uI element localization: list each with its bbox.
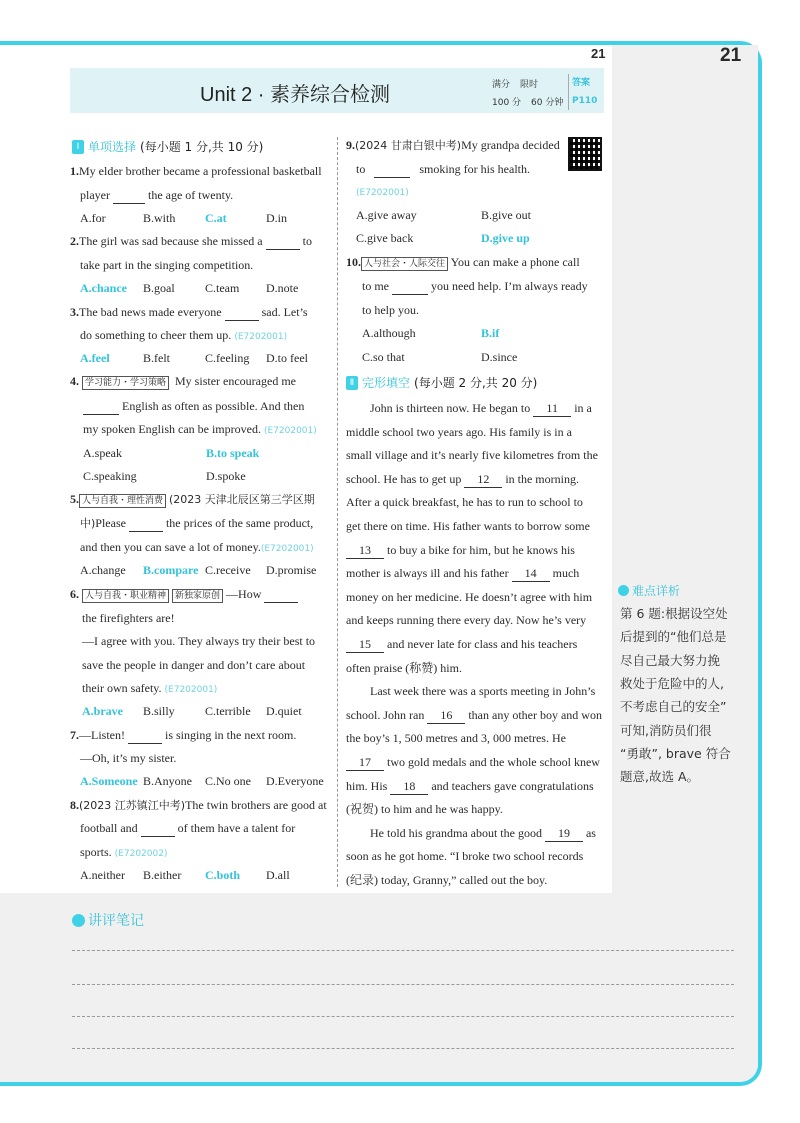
q6-option-a: A.brave	[82, 704, 123, 718]
side-note-title-text: 难点详析	[632, 584, 681, 598]
cloze-text: school. He has to get up	[346, 471, 465, 486]
score-label: 满分	[492, 79, 511, 90]
side-note-line: 不考虑自己的安全”	[620, 699, 727, 715]
cloze-text: and never late for class and his teachers	[384, 637, 578, 651]
q3-option-c: C.feeling	[205, 351, 250, 365]
q6-badge: 人与自我・职业精神	[82, 589, 169, 603]
q9-option-a: A.give away	[356, 208, 417, 222]
q6-text5: their own safety.	[82, 681, 162, 695]
side-note-line: 后提到的“他们总是	[620, 629, 727, 645]
q5-option-b: B.compare	[143, 563, 199, 577]
q9-code: (E7202001)	[356, 188, 409, 198]
q10-option-c: C.so that	[362, 350, 405, 364]
q2-line2: take part in the singing competition.	[80, 258, 254, 272]
cloze-text: middle school two years ago. His family is in a	[346, 424, 572, 439]
cloze-text: (纪录) today, Granny,” called out the boy.	[346, 873, 548, 887]
cloze-line	[346, 471, 579, 488]
side-note-line: 第 6 题:根据设空处	[620, 606, 728, 621]
cloze-line	[346, 636, 577, 653]
section-2-note: (每小题 2 分,共 20 分)	[414, 376, 538, 390]
answer-ref[interactable]	[568, 74, 597, 110]
q3-text2: do something to cheer them up.	[80, 328, 232, 342]
cloze-text: mother is always ill and his father	[346, 566, 512, 581]
blank	[264, 586, 298, 603]
q4-option-c: C.speaking	[83, 469, 137, 483]
info-icon	[618, 585, 629, 596]
q8-line1	[70, 797, 327, 814]
q9-line3	[356, 183, 409, 201]
q1-line1	[70, 163, 322, 179]
cloze-text: to buy a bike for him, but he knows his	[384, 542, 575, 557]
cloze-text: (祝贺) to him and he was happy.	[346, 802, 503, 817]
q9-number: 9.	[346, 138, 355, 152]
q8-line2	[80, 820, 295, 837]
q4-text1: My sister encouraged me	[175, 374, 296, 388]
cloze-blank[interactable]: 12	[464, 471, 502, 488]
cloze-line	[346, 518, 590, 534]
q6-line1	[70, 586, 298, 603]
q9-source: (2024 甘肃白银中考)	[355, 139, 462, 152]
blank	[113, 187, 145, 204]
q2-number: 2.	[70, 234, 79, 248]
cloze-line	[346, 494, 583, 510]
cloze-text: him. His	[346, 778, 391, 793]
q4-text3: my spoken English can be improved.	[83, 422, 261, 436]
side-note-line: 尽自己最大努力挽	[620, 652, 721, 668]
page-number: 21	[720, 45, 742, 66]
q8-option-c: C.both	[205, 868, 241, 882]
q1-option-d: D.in	[266, 211, 287, 225]
cloze-text: He told his grandma about the good	[370, 825, 545, 840]
qr-code[interactable]	[568, 137, 602, 171]
q4-line1	[70, 373, 296, 390]
cloze-line	[346, 542, 575, 559]
q5-text2a: Please	[95, 516, 126, 530]
q3-code: (E7202001)	[234, 332, 288, 342]
q8-source: (2023 江苏镇江中考)	[79, 799, 186, 812]
side-note-line: “勇敢”, brave 符合	[620, 745, 731, 761]
cloze-blank[interactable]: 15	[346, 636, 384, 653]
q6-line3: —I agree with you. They always try their best to	[82, 634, 316, 648]
q8-text1: The twin brothers are good at	[185, 798, 327, 812]
cloze-text: money on her medicine. He doesn’t agree with him	[346, 589, 593, 604]
cloze-text: and teachers gave congratulations	[428, 778, 594, 793]
q4-badge: 学习能力・学习策略	[82, 376, 169, 390]
cloze-line	[346, 754, 600, 771]
cloze-text: school. John ran	[346, 707, 428, 722]
q8-number: 8.	[70, 798, 79, 812]
section-2-heading	[346, 374, 537, 391]
q6-option-d: D.quiet	[266, 704, 302, 718]
q3-line2	[80, 327, 287, 345]
q10-line1	[346, 254, 580, 271]
q6-option-b: B.silly	[143, 704, 175, 718]
q9-option-b: B.give out	[481, 208, 531, 222]
q1-option-c: C.at	[205, 211, 227, 225]
note-line[interactable]	[72, 984, 734, 985]
q4-line3	[83, 421, 317, 439]
q9-option-d: D.give up	[481, 231, 530, 245]
q10-line3: to help you.	[362, 303, 419, 317]
q2-option-a: A.chance	[80, 281, 127, 295]
q10-option-a: A.although	[362, 326, 416, 340]
blank	[225, 304, 259, 321]
q5-option-c: C.receive	[205, 563, 251, 577]
q5-option-d: D.promise	[266, 563, 317, 577]
cloze-line	[346, 730, 566, 746]
section-1-note: (每小题 1 分,共 10 分)	[140, 140, 264, 154]
cloze-line	[346, 848, 583, 864]
q8-line3	[80, 844, 167, 862]
q3-option-d: D.to feel	[266, 351, 308, 365]
q5-text3: and then you can save a lot of money.	[80, 540, 261, 554]
q9-text2a: to	[356, 162, 366, 176]
cloze-line	[346, 424, 572, 440]
q5-option-a: A.change	[80, 563, 126, 577]
q2-option-c: C.team	[205, 281, 240, 295]
q7-text1a: —Listen!	[79, 728, 125, 742]
q8-option-d: D.all	[266, 868, 290, 882]
page-title: Unit 2 · 素养综合检测	[200, 84, 391, 106]
q5-source2: 中)	[80, 517, 96, 530]
q7-line1	[70, 727, 296, 744]
q10-text1: You can make a phone call	[450, 255, 580, 269]
q3-option-a: A.feel	[80, 351, 110, 365]
q7-option-b: B.Anyone	[143, 774, 192, 788]
q2-option-b: B.goal	[143, 281, 175, 295]
cloze-text: often praise (称赞) him.	[346, 660, 462, 675]
notes-title	[72, 910, 144, 930]
cloze-line	[346, 660, 462, 676]
side-note-line: 救处于危险中的人,	[620, 675, 724, 691]
cloze-text: get there on time. His father wants to borrow some	[346, 519, 590, 533]
q2-option-d: D.note	[266, 281, 299, 295]
q8-option-b: B.either	[143, 868, 182, 882]
cloze-text: two gold medals and the whole school knew	[384, 755, 600, 769]
answer-label: 答案	[572, 78, 591, 88]
q4-text2: English as often as possible. And then	[122, 399, 305, 413]
cloze-line	[346, 801, 503, 817]
section-1-name: 单项选择	[88, 140, 137, 154]
cloze-blank[interactable]: 14	[512, 565, 550, 582]
cloze-line	[370, 825, 596, 842]
q10-option-b: B.if	[481, 326, 500, 340]
cloze-text: the boy’s 1, 500 metres and 3, 000 metres. He	[346, 731, 566, 746]
q10-text2a: to me	[362, 279, 389, 293]
section-1-icon: Ⅰ	[72, 140, 84, 154]
q3-option-b: B.felt	[143, 351, 170, 365]
q1-option-b: B.with	[143, 211, 176, 225]
q8-text2a: football and	[80, 821, 138, 835]
cloze-blank[interactable]: 16	[427, 707, 465, 724]
cloze-text: as	[582, 825, 596, 840]
q6-option-c: C.terrible	[205, 704, 251, 718]
notes-title-text: 讲评笔记	[88, 913, 144, 929]
q8-code: (E7202002)	[114, 849, 168, 859]
q7-text1b: is singing in the next room.	[165, 728, 297, 742]
time-value: 60 分钟	[531, 97, 564, 108]
q5-line2	[80, 515, 313, 532]
section-1-heading	[72, 138, 263, 155]
q4-option-d: D.spoke	[206, 469, 246, 483]
q4-option-b: B.to speak	[206, 446, 260, 460]
q10-line2	[362, 278, 588, 295]
q7-option-d: D.Everyone	[266, 774, 324, 788]
section-2-name: 完形填空	[362, 376, 411, 390]
q5-number: 5.	[70, 492, 79, 506]
q2-line1	[70, 233, 312, 250]
q3-number: 3.	[70, 305, 79, 319]
q3-text1b: sad. Let’s	[261, 305, 308, 319]
q8-option-a: A.neither	[80, 868, 125, 882]
cloze-line	[346, 565, 579, 582]
q5-line3	[80, 539, 314, 557]
blank	[392, 278, 428, 295]
blank	[141, 820, 175, 837]
q6-line2: the firefighters are!	[82, 611, 175, 625]
blank	[83, 398, 119, 415]
q7-line2: —Oh, it’s my sister.	[80, 751, 177, 765]
cloze-text: Last week there was a sports meeting in John’s	[370, 684, 596, 699]
q8-text3: sports.	[80, 845, 112, 859]
cloze-text: and keeps running there every day. Now he’s very	[346, 613, 587, 628]
q10-badge: 人与社会・人际交往	[361, 257, 448, 271]
cloze-blank[interactable]: 13	[346, 542, 384, 559]
q1-number: 1.	[70, 164, 79, 178]
column-divider	[337, 137, 338, 887]
q6-number: 6.	[70, 587, 79, 601]
cloze-text: John is thirteen now. He began to	[370, 401, 534, 415]
q10-option-d: D.since	[481, 350, 518, 364]
q7-option-a: A.Someone	[80, 774, 138, 788]
q1-option-a: A.for	[80, 211, 106, 225]
q4-option-a: A.speak	[83, 446, 122, 460]
cloze-line	[346, 778, 594, 795]
q6-line4: save the people in danger and don’t care about	[82, 658, 306, 672]
cloze-blank[interactable]: 11	[533, 400, 571, 417]
blank	[129, 515, 163, 532]
blank	[266, 233, 300, 250]
cloze-text: much	[549, 566, 580, 581]
cloze-line	[346, 447, 598, 463]
side-note-title	[618, 582, 680, 599]
cloze-line	[346, 707, 602, 724]
q5-badge: 人与自我・理性消费	[79, 494, 166, 508]
cloze-blank[interactable]: 17	[346, 754, 384, 771]
note-line[interactable]	[72, 950, 734, 951]
cloze-text: small village and it’s nearly five kilometres from the	[346, 448, 598, 463]
q6-badge2: 新独家原创	[172, 589, 223, 603]
q9-line2	[356, 161, 530, 178]
cloze-line	[370, 400, 592, 417]
score-box	[492, 74, 598, 110]
q3-line1	[70, 304, 308, 321]
q6-line5	[82, 680, 217, 698]
q1-text2a: player	[80, 188, 110, 202]
blank	[374, 161, 410, 178]
q1-text2b: the age of twenty.	[147, 188, 234, 202]
q8-text2b: of them have a talent for	[177, 821, 296, 835]
blank	[128, 727, 162, 744]
q9-text2b: smoking for his health.	[419, 162, 530, 176]
q7-option-c: C.No one	[205, 774, 251, 788]
note-line[interactable]	[72, 1016, 734, 1017]
q10-number: 10.	[346, 255, 361, 269]
q5-source: (2023 天津北辰区第三学区期	[169, 493, 315, 506]
q2-text1b: to	[302, 234, 312, 248]
q9-text1: My grandpa decided	[461, 138, 560, 152]
q5-code: (E7202001)	[260, 544, 314, 554]
cloze-line	[370, 683, 595, 699]
q9-line1	[346, 137, 560, 154]
q1-line2	[80, 187, 233, 204]
q7-number: 7.	[70, 728, 79, 742]
cloze-text: After a quick breakfast, he has to run to school to	[346, 495, 583, 510]
side-panel	[612, 45, 758, 893]
q10-text2b: you need help. I’m always ready	[431, 279, 588, 293]
page-number-small: 21	[591, 46, 606, 61]
q9-option-c: C.give back	[356, 231, 414, 245]
time-label: 限时	[520, 79, 539, 90]
cloze-blank[interactable]: 19	[545, 825, 583, 842]
note-line[interactable]	[72, 1048, 734, 1049]
cloze-text: soon as he got home. “I broke two school records	[346, 849, 584, 864]
q4-line2	[83, 398, 304, 415]
cloze-blank[interactable]: 18	[390, 778, 428, 795]
q4-number: 4.	[70, 374, 79, 388]
q4-code: (E7202001)	[263, 426, 317, 436]
q2-text1a: The girl was sad because she missed a	[79, 234, 263, 248]
q3-text1a: The bad news made everyone	[79, 305, 222, 319]
q6-text1: —How	[226, 587, 262, 601]
cloze-line	[346, 589, 592, 605]
score-value: 100 分	[492, 97, 522, 108]
cloze-text: in the morning.	[502, 471, 579, 486]
q5-text2b: the prices of the same product,	[165, 516, 314, 530]
side-note-line: 题意,故选 A。	[620, 769, 699, 785]
cloze-text: in a	[571, 401, 592, 415]
answer-page: P110	[572, 96, 598, 106]
notes-icon	[72, 914, 85, 927]
cloze-text: than any other boy and won	[465, 707, 602, 722]
cloze-line	[346, 612, 586, 628]
q5-line1	[70, 491, 315, 508]
cloze-line	[346, 872, 547, 888]
side-note-line: 可知,消防员们很	[620, 722, 712, 738]
section-2-icon: Ⅱ	[346, 376, 358, 390]
q6-code: (E7202001)	[164, 685, 218, 695]
q1-text1: My elder brother became a professional basketball	[79, 164, 322, 178]
